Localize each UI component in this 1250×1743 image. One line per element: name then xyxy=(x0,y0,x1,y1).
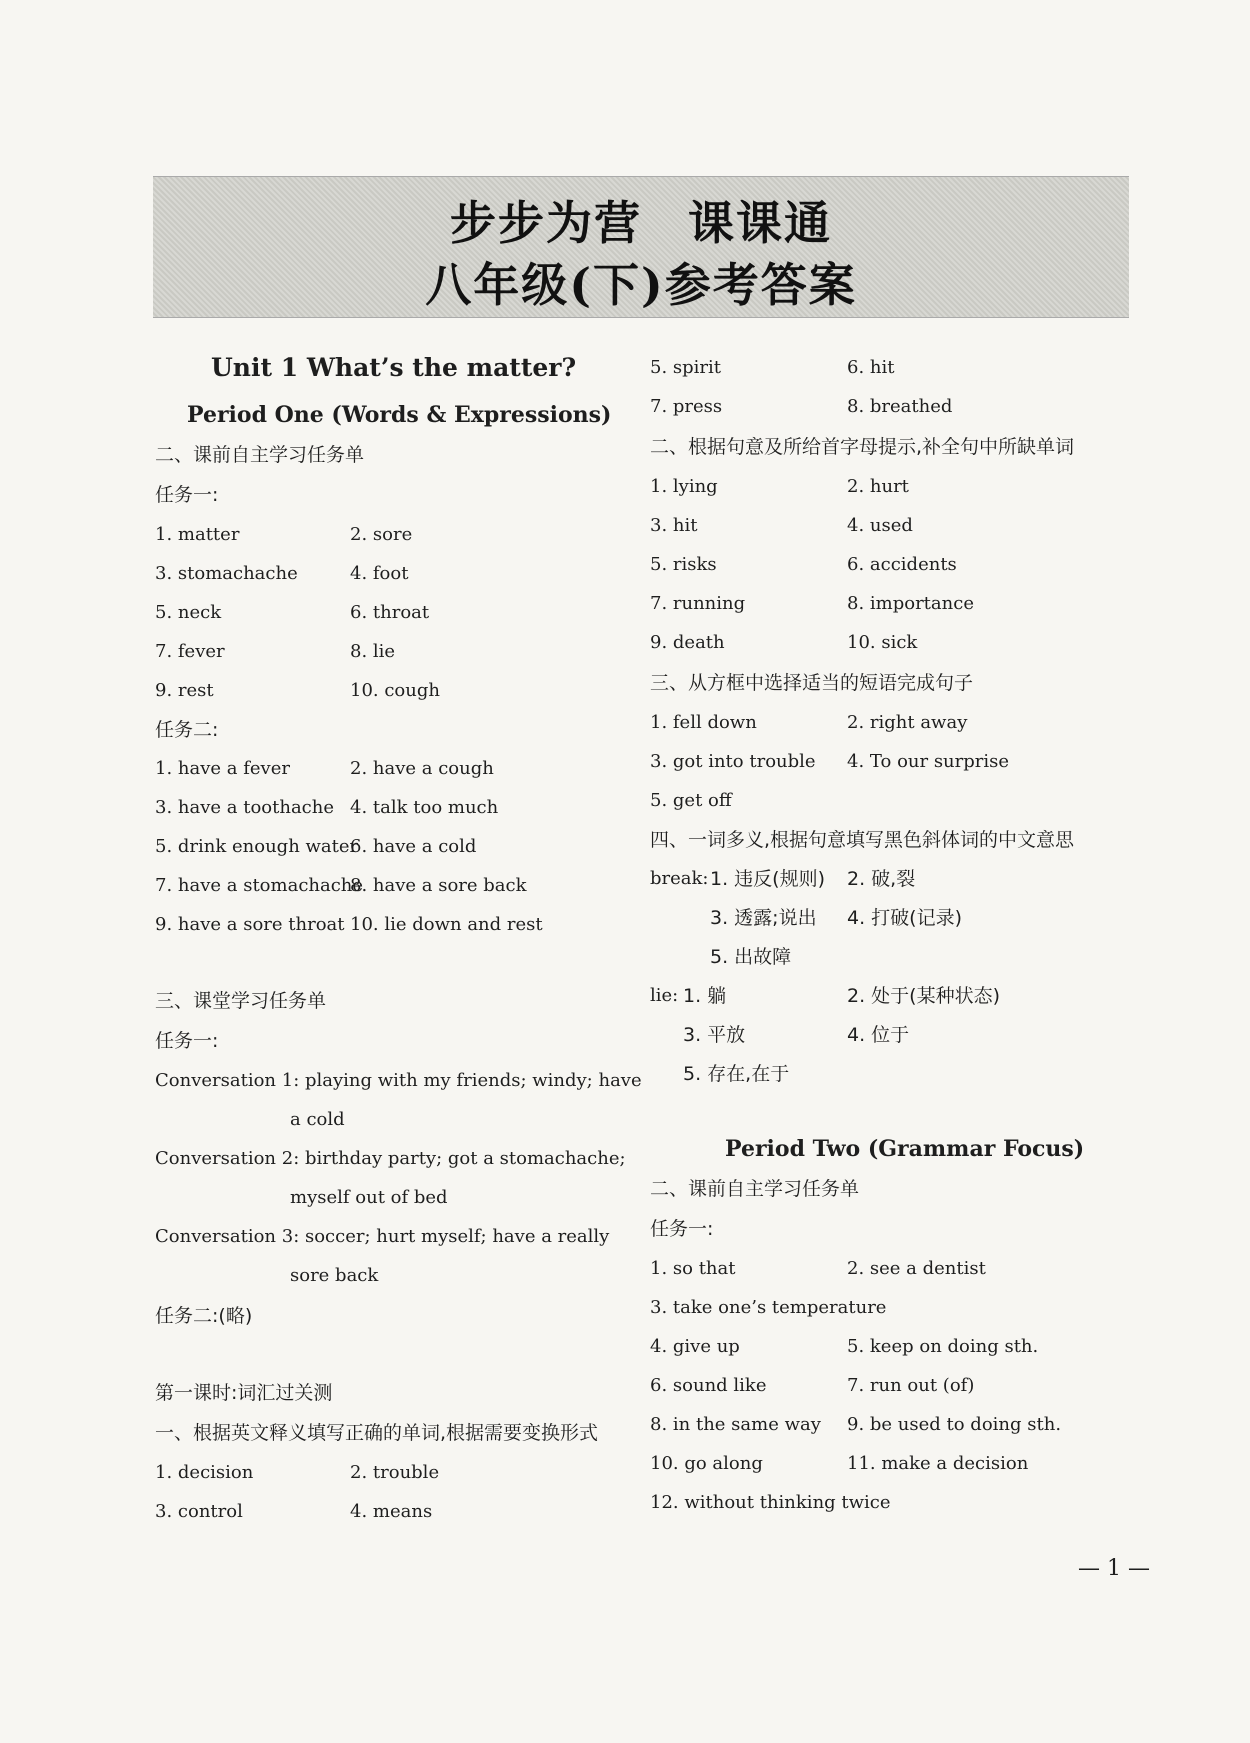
meaning-item: 3. 透露;说出 xyxy=(710,907,817,929)
answer-item: 11. make a decision xyxy=(847,1453,1029,1474)
answer-item: 2. have a cough xyxy=(350,758,494,779)
section-heading: 一、根据英文释义填写正确的单词,根据需要变换形式 xyxy=(155,1422,599,1444)
answer-item: 5. get off xyxy=(650,790,732,811)
meaning-item: 5. 存在,在于 xyxy=(683,1063,790,1085)
meaning-item: 1. 违反(规则) xyxy=(710,868,825,890)
answer-item: 3. stomachache xyxy=(155,563,298,584)
answer-item: 1. lying xyxy=(650,476,718,497)
section-heading: 二、根据句意及所给首字母提示,补全句中所缺单词 xyxy=(650,436,1075,458)
answer-item: 8. lie xyxy=(350,641,396,662)
answer-item: 4. used xyxy=(847,515,913,536)
conversation-line: Conversation 2: birthday party; got a stomachache; xyxy=(155,1148,626,1169)
meaning-item: 4. 位于 xyxy=(847,1024,910,1046)
answer-item: 2. hurt xyxy=(847,476,909,497)
section-heading: 三、课堂学习任务单 xyxy=(155,990,327,1012)
answer-item: 5. drink enough water xyxy=(155,836,359,857)
answer-item: 9. be used to doing sth. xyxy=(847,1414,1062,1435)
answer-item: 1. so that xyxy=(650,1258,736,1279)
meaning-item: 2. 破,裂 xyxy=(847,868,916,890)
task-heading: 任务一: xyxy=(155,484,219,506)
answer-item: 10. go along xyxy=(650,1453,763,1474)
answer-item: 8. breathed xyxy=(847,396,953,417)
meaning-item: 4. 打破(记录) xyxy=(847,907,962,929)
section-heading: 二、课前自主学习任务单 xyxy=(155,444,365,466)
section-heading: 二、课前自主学习任务单 xyxy=(650,1178,860,1200)
conversation-line: Conversation 3: soccer; hurt myself; have a really xyxy=(155,1226,610,1247)
answer-item: 5. keep on doing sth. xyxy=(847,1336,1039,1357)
answer-item: 7. run out (of) xyxy=(847,1375,975,1396)
task-heading: 任务一: xyxy=(650,1218,714,1240)
meaning-item: 3. 平放 xyxy=(683,1024,746,1046)
banner-title-b: 课课通 xyxy=(688,196,832,250)
answer-item: 4. means xyxy=(350,1501,433,1522)
conversation-line: myself out of bed xyxy=(290,1187,448,1208)
answer-item: 3. have a toothache xyxy=(155,797,335,818)
conversation-line: a cold xyxy=(290,1109,345,1130)
answer-item: 7. fever xyxy=(155,641,225,662)
answer-item: 3. got into trouble xyxy=(650,751,816,772)
answer-item: 10. lie down and rest xyxy=(350,914,543,935)
answer-item: 2. see a dentist xyxy=(847,1258,986,1279)
conversation-line: Conversation 1: playing with my friends; windy; have xyxy=(155,1070,642,1091)
answer-item: 5. risks xyxy=(650,554,717,575)
answer-item: 12. without thinking twice xyxy=(650,1492,891,1513)
answer-item: 6. throat xyxy=(350,602,430,623)
answer-item: 4. foot xyxy=(350,563,409,584)
meaning-item: 2. 处于(某种状态) xyxy=(847,985,1000,1007)
answer-item: 1. decision xyxy=(155,1462,254,1483)
answer-item: 3. hit xyxy=(650,515,698,536)
answer-item: 6. hit xyxy=(847,357,895,378)
answer-item: 3. take one’s temperature xyxy=(650,1297,887,1318)
answer-item: 10. sick xyxy=(847,632,918,653)
answer-item: 3. control xyxy=(155,1501,243,1522)
title-banner xyxy=(153,176,1129,318)
answer-item: 10. cough xyxy=(350,680,440,701)
answer-item: 6. sound like xyxy=(650,1375,767,1396)
answer-item: 9. death xyxy=(650,632,725,653)
word-label: break: xyxy=(650,868,709,889)
answer-item: 5. spirit xyxy=(650,357,722,378)
answer-item: 9. rest xyxy=(155,680,214,701)
answer-item: 6. accidents xyxy=(847,554,957,575)
answer-item: 7. press xyxy=(650,396,723,417)
answer-item: 1. matter xyxy=(155,524,240,545)
answer-item: 8. in the same way xyxy=(650,1414,821,1435)
answer-item: 8. importance xyxy=(847,593,974,614)
answer-item: 2. sore xyxy=(350,524,413,545)
answer-item: 7. have a stomachache xyxy=(155,875,364,896)
answer-item: 9. have a sore throat xyxy=(155,914,345,935)
answer-item: 4. To our surprise xyxy=(847,751,1010,772)
answer-item: 1. fell down xyxy=(650,712,757,733)
page-number: — 1 — xyxy=(1078,1556,1150,1581)
answer-item: 4. give up xyxy=(650,1336,740,1357)
banner-line1 xyxy=(153,187,1129,253)
task-heading: 任务二: xyxy=(155,719,219,741)
answer-item: 6. have a cold xyxy=(350,836,477,857)
section-heading: 三、从方框中选择适当的短语完成句子 xyxy=(650,672,974,694)
task-heading: 任务一: xyxy=(155,1030,219,1052)
answer-item: 2. right away xyxy=(847,712,968,733)
answer-item: 1. have a fever xyxy=(155,758,290,779)
answer-item: 7. running xyxy=(650,593,746,614)
period-one-title: Period One (Words & Expressions) xyxy=(187,402,612,428)
meaning-item: 1. 躺 xyxy=(683,985,727,1007)
answer-item: 2. trouble xyxy=(350,1462,440,1483)
banner-line2: 八年级(下)参考答案 xyxy=(425,258,857,312)
word-label: lie: xyxy=(650,985,679,1006)
banner-title-a: 步步为营 xyxy=(450,196,642,250)
conversation-line: sore back xyxy=(290,1265,379,1286)
answer-item: 4. talk too much xyxy=(350,797,499,818)
answer-item: 5. neck xyxy=(155,602,222,623)
answer-item: 8. have a sore back xyxy=(350,875,527,896)
meaning-item: 5. 出故障 xyxy=(710,946,792,968)
period-two-title: Period Two (Grammar Focus) xyxy=(725,1136,1085,1162)
lesson-heading: 第一课时:词汇过关测 xyxy=(155,1382,333,1404)
section-heading: 四、一词多义,根据句意填写黑色斜体词的中文意思 xyxy=(650,829,1075,851)
task-heading: 任务二:(略) xyxy=(155,1305,253,1327)
unit-title: Unit 1 What’s the matter? xyxy=(211,353,577,382)
